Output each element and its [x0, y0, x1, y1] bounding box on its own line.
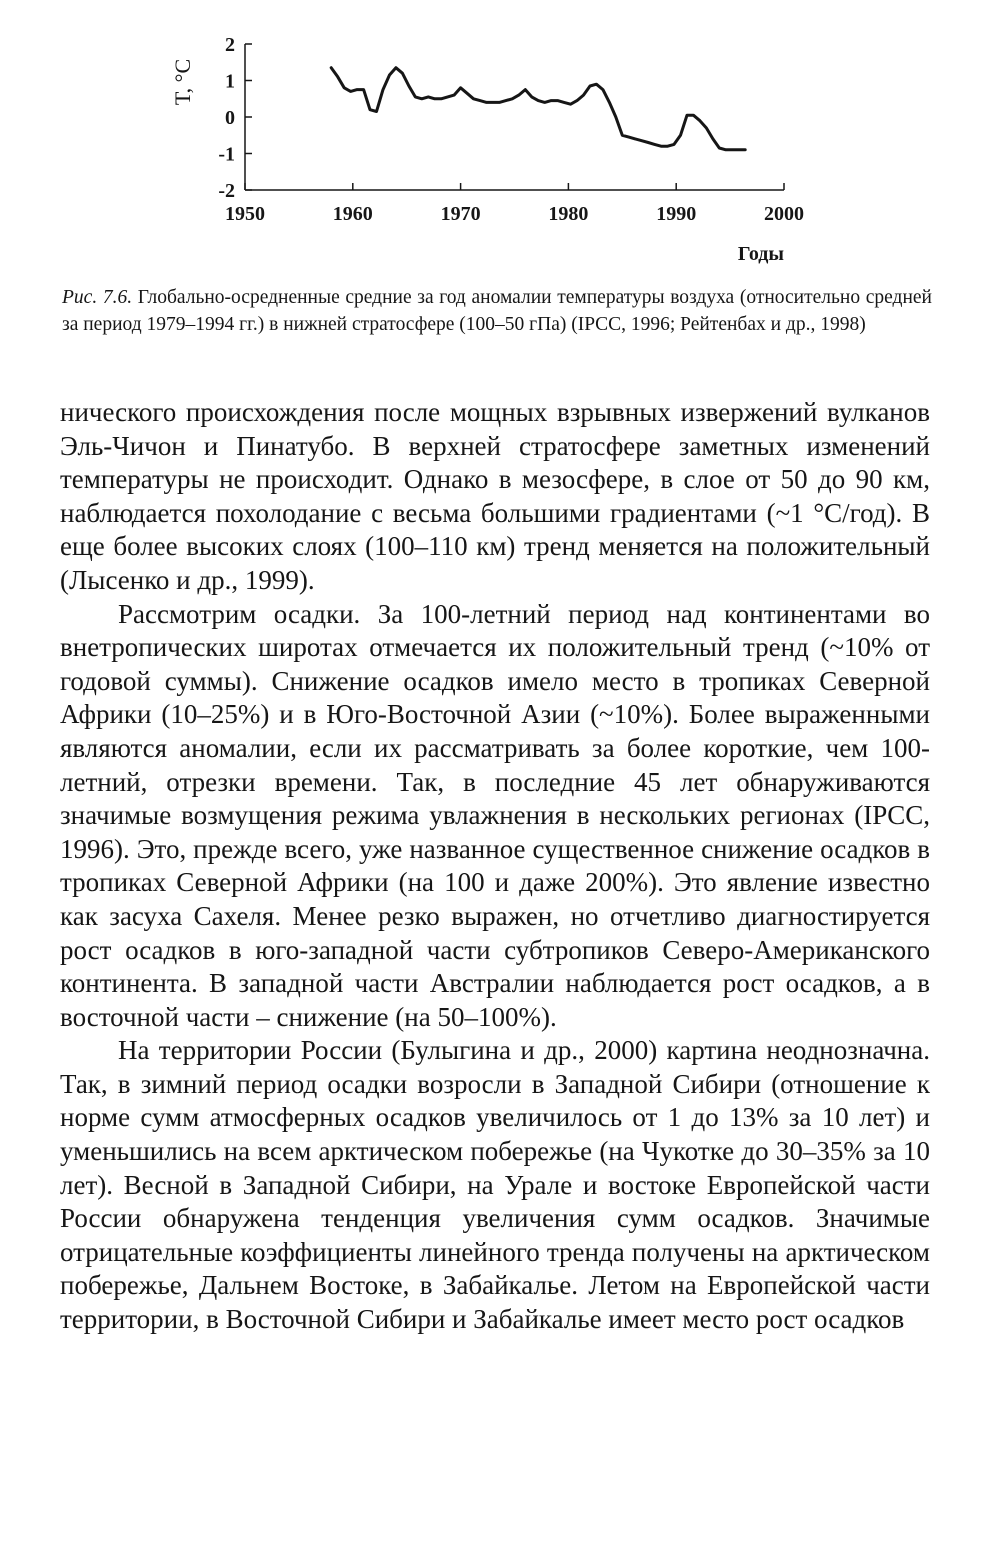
y-axis-label: T, °С [170, 58, 195, 106]
temperature-anomaly-chart [160, 20, 820, 270]
paragraph-1: нического происхождения после мощных взрывных извержений вулканов Эль-Чичон и Пинатубо. В верхней стратосфере заметных изменений температуры не происходит. Однако в мезосфере, в слое от 50 до 90 км, наблюдается похолодание с весьма большими градиентами (~1 °С/год). В еще более высоких слоях (100–110 км) тренд меняется на положительный (Лысенко и др., 1999). [60, 397, 930, 595]
figure-caption [62, 284, 932, 338]
x-tick-label: 1980 [548, 203, 589, 225]
caption-text: Глобально-осредненные средние за год аномалии температуры воздуха (относительно средней за период 1979–1994 гг.) в нижней стратосфере (100–50 гПа) (IPCC, 1996; Рейтенбах и др., 1998) [62, 287, 932, 335]
series-line [331, 68, 745, 150]
x-tick-label: 2000 [764, 203, 804, 225]
x-tick-label: 1990 [656, 203, 697, 225]
x-tick-label: 1950 [225, 203, 265, 225]
figure-7-6 [160, 20, 820, 270]
x-axis-label: Годы [737, 243, 784, 265]
y-tick-label: 1 [225, 70, 235, 93]
y-tick-label: 0 [225, 107, 235, 129]
figure-label: Рис. 7.6. [62, 287, 133, 308]
paragraph-2: Рассмотрим осадки. За 100-летний период над континентами во внетропических широтах отмечается их положительный тренд (~10% от годовой суммы). Снижение осадков имело место в тропиках Северной Африки (10–25%) и в Юго-Восточной Азии (~10%). Более выраженными являются аномалии, если их рассматривать за более короткие, чем 100-летний, отрезки времени. Так, в последние 45 лет обнаруживаются значимые возмущения режима увлажнения в нескольких регионах (IPCC, 1996). Это, прежде всего, уже названное существенное снижение осадков в тропиках Северной Африки (на 100 и даже 200%). Это явление известно как засуха Сахеля. Менее резко выражен, но отчетливо диагностируется рост осадков в юго-западной части субтропиков Северо-Американского континента. В западной части Австралии наблюдается рост осадков, а в восточной части – снижение (на 50–100%). [60, 598, 930, 1032]
body-text [60, 396, 930, 1337]
y-ticks [218, 34, 252, 202]
y-tick-label: 2 [225, 34, 235, 56]
y-tick-label: -1 [218, 143, 235, 166]
y-tick-label: -2 [218, 180, 235, 202]
paragraph-3: На территории России (Булыгина и др., 2000) картина неоднозначна. Так, в зимний период осадки возросли в Западной Сибири (отношение к норме сумм атмосферных осадков увеличилось от 1 до 13% за 10 лет) и уменьшились на всем арктическом побережье (на Чукотке до 30–35% за 10 лет). Весной в Западной Сибири, на Урале и востоке Европейской части России обнаружена тенденция увеличения сумм осадков. Значимые отрицательные коэффициенты линейного тренда получены на арктическом побережье, Дальнем Востоке, в Забайкалье. Летом на Европейской части территории, в Восточной Сибири и Забайкалье имеет место рост осадков [60, 1035, 930, 1335]
x-tick-label: 1960 [332, 203, 373, 225]
x-tick-label: 1970 [440, 203, 481, 225]
